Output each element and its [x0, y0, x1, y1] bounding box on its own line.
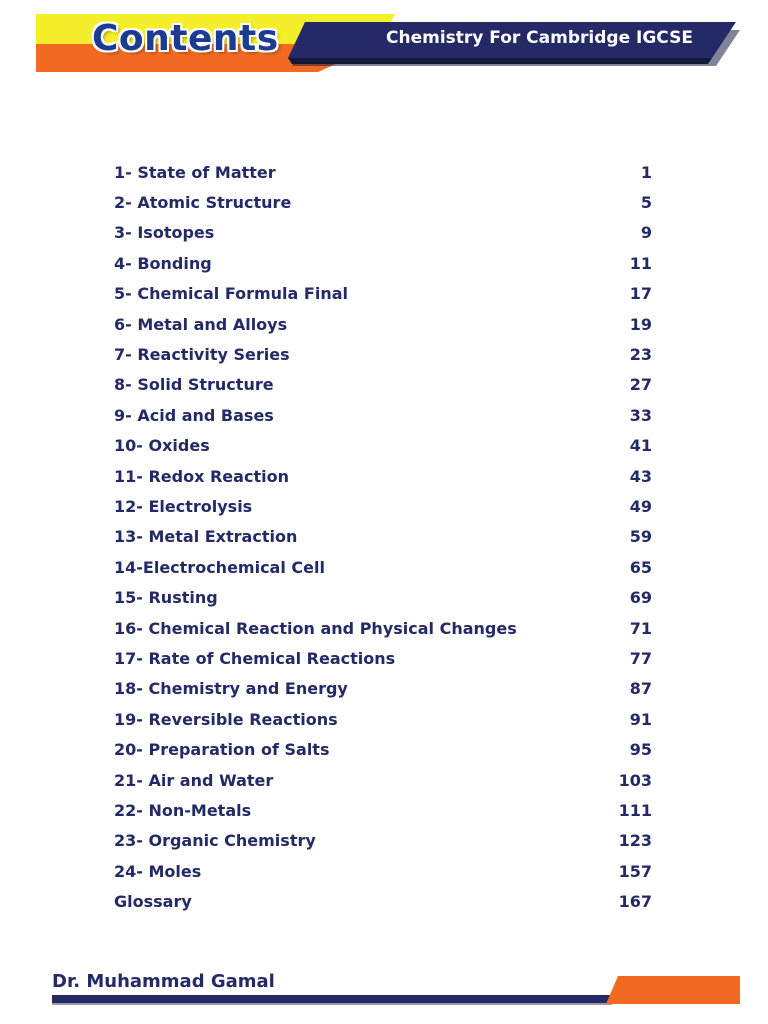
- footer-shadow-stripe: [52, 1003, 612, 1005]
- toc-entry-title: 21- Air and Water: [114, 770, 274, 790]
- toc-entry-title: 7- Reactivity Series: [114, 345, 290, 365]
- toc-entry: [114, 704, 662, 734]
- toc-entry-title: 15- Rusting: [114, 588, 218, 608]
- toc-entry-title: 16- Chemical Reaction and Physical Changes: [114, 618, 517, 638]
- toc-entry-title: 17- Rate of Chemical Reactions: [114, 648, 396, 668]
- toc-entry-title: 18- Chemistry and Energy: [114, 679, 348, 699]
- toc-entry: [114, 431, 662, 461]
- header-banner: [0, 0, 768, 80]
- toc-entry: [114, 279, 662, 309]
- toc-entry: [114, 522, 662, 552]
- toc-entry: [114, 491, 662, 521]
- table-of-contents: [114, 157, 662, 917]
- toc-entry-title: 6- Metal and Alloys: [114, 314, 288, 334]
- toc-entry-title: 5- Chemical Formula Final: [114, 284, 348, 304]
- footer-navy-stripe: [52, 995, 612, 1004]
- toc-entry-title: 23- Organic Chemistry: [114, 831, 316, 851]
- toc-entry-page: 43: [629, 466, 652, 486]
- toc-entry-page: 19: [629, 314, 652, 334]
- toc-entry-title: 8- Solid Structure: [114, 375, 274, 395]
- toc-entry: [114, 643, 662, 673]
- toc-entry-title: 2- Atomic Structure: [114, 193, 292, 213]
- page-title: Contents: [92, 18, 279, 59]
- toc-entry-title: 19- Reversible Reactions: [114, 709, 338, 729]
- toc-entry-title: 12- Electrolysis: [114, 496, 253, 516]
- footer-orange-block: [606, 976, 740, 1004]
- toc-entry: [114, 552, 662, 582]
- toc-entry: [114, 218, 662, 248]
- toc-entry-page: 1: [640, 162, 652, 182]
- toc-entry: [114, 248, 662, 278]
- toc-entry-page: 123: [618, 831, 652, 851]
- toc-entry-page: 69: [629, 588, 652, 608]
- toc-entry-page: 71: [629, 618, 652, 638]
- toc-entry-title: 14-Electrochemical Cell: [114, 557, 325, 577]
- toc-entry: [114, 886, 662, 916]
- book-subtitle: Chemistry For Cambridge IGCSE: [386, 28, 693, 48]
- toc-entry-page: 33: [629, 405, 652, 425]
- banner-navy-edge: [288, 58, 712, 64]
- toc-entry-page: 5: [640, 193, 652, 213]
- toc-entry: [114, 339, 662, 369]
- toc-entry-title: 3- Isotopes: [114, 223, 215, 243]
- toc-entry-page: 49: [629, 496, 652, 516]
- toc-entry-page: 59: [629, 527, 652, 547]
- toc-entry: [114, 187, 662, 217]
- toc-entry-page: 65: [629, 557, 652, 577]
- toc-entry-title: Glossary: [114, 892, 192, 912]
- toc-entry-title: 10- Oxides: [114, 436, 210, 456]
- toc-entry: [114, 400, 662, 430]
- toc-entry: [114, 582, 662, 612]
- toc-entry-page: 41: [629, 436, 652, 456]
- toc-entry-title: 13- Metal Extraction: [114, 527, 298, 547]
- toc-entry-title: 20- Preparation of Salts: [114, 740, 330, 760]
- toc-entry-page: 167: [618, 892, 652, 912]
- toc-entry: [114, 370, 662, 400]
- toc-entry-page: 9: [640, 223, 652, 243]
- toc-entry: [114, 765, 662, 795]
- toc-entry-title: 24- Moles: [114, 861, 202, 881]
- toc-entry-page: 95: [629, 740, 652, 760]
- toc-entry-title: 11- Redox Reaction: [114, 466, 289, 486]
- toc-entry-page: 77: [629, 648, 652, 668]
- toc-entry: [114, 734, 662, 764]
- toc-entry-title: 9- Acid and Bases: [114, 405, 274, 425]
- toc-entry-page: 23: [629, 345, 652, 365]
- toc-entry: [114, 856, 662, 886]
- toc-entry-page: 87: [629, 679, 652, 699]
- toc-entry: [114, 309, 662, 339]
- toc-entry-title: 4- Bonding: [114, 253, 212, 273]
- toc-entry-page: 157: [618, 861, 652, 881]
- toc-entry-page: 27: [629, 375, 652, 395]
- toc-entry: [114, 461, 662, 491]
- toc-entry: [114, 674, 662, 704]
- toc-entry-title: 1- State of Matter: [114, 162, 276, 182]
- toc-entry: [114, 613, 662, 643]
- toc-entry-page: 111: [618, 800, 652, 820]
- author-name: Dr. Muhammad Gamal: [52, 971, 275, 992]
- toc-entry: [114, 795, 662, 825]
- toc-entry-page: 17: [629, 284, 652, 304]
- toc-entry-page: 11: [629, 253, 652, 273]
- toc-entry-title: 22- Non-Metals: [114, 800, 252, 820]
- toc-entry-page: 103: [618, 770, 652, 790]
- toc-entry: [114, 157, 662, 187]
- toc-entry-page: 91: [629, 709, 652, 729]
- toc-entry: [114, 826, 662, 856]
